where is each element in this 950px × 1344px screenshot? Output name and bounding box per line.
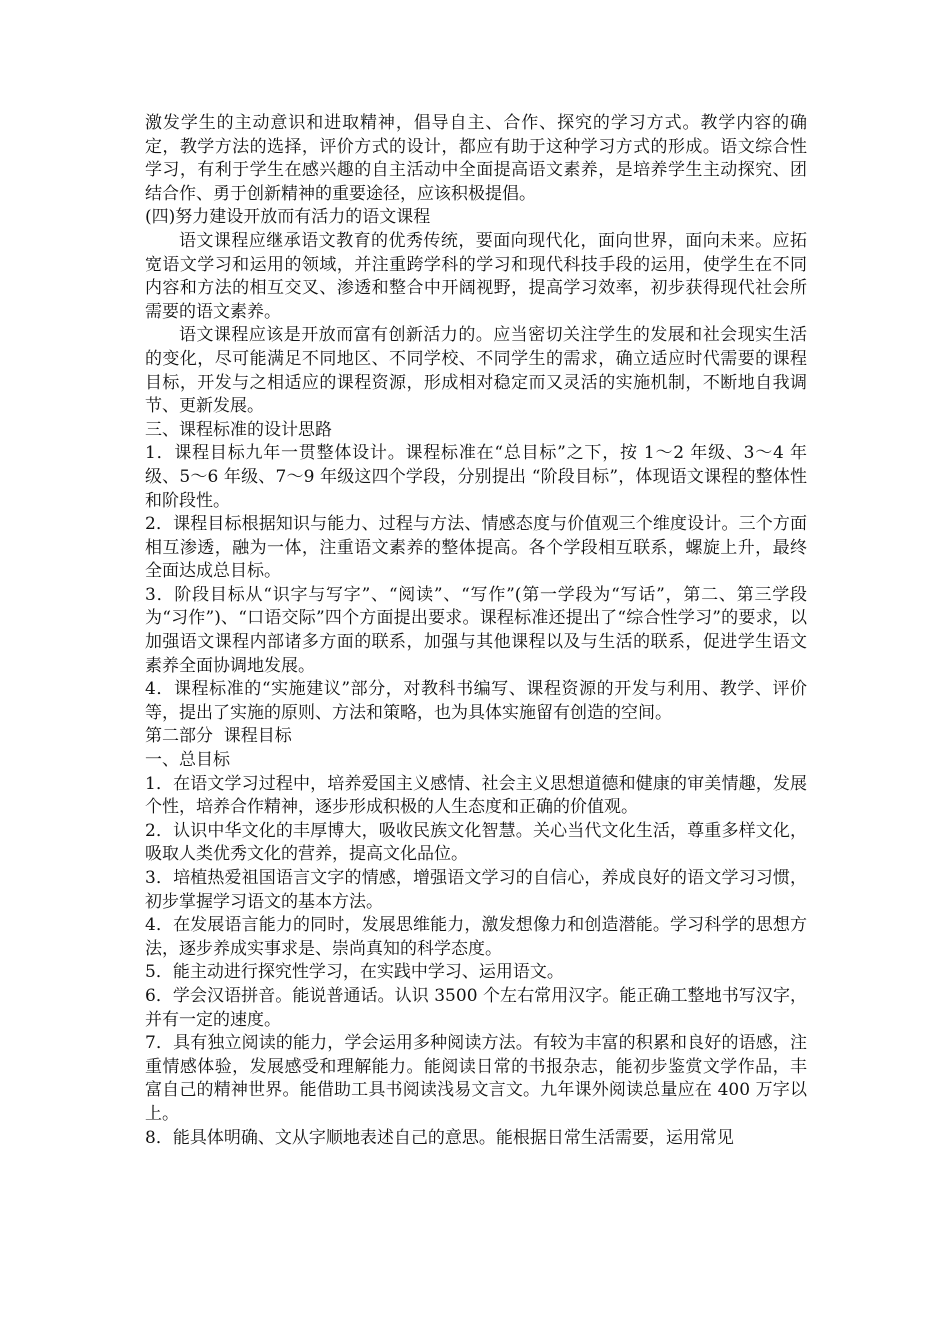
- list-item: 3．阶段目标从“识字与写字”、“阅读”、“写作”(第一学段为“写话”，第二、第三学段为“习作”)、“口语交际”四个方面提出要求。课程标准还提出了“综合性学习”的要求，以加强语文课程内部诸多方面的联系，加强与其他课程以及与生活的联系，促进学生语文素养全面协调地发展。: [145, 584, 807, 676]
- list-item: 6．学会汉语拼音。能说普通话。认识 3500 个左右常用汉字。能正确工整地书写汉字，并有一定的速度。: [145, 985, 807, 1030]
- list-item: 1．课程目标九年一贯整体设计。课程标准在“总目标”之下，按 1～2 年级、3～4 年级、5～6 年级、7～9 年级这四个学段，分别提出 “阶段目标”，体现语文课程的整体性和阶段性。: [145, 443, 807, 511]
- document-page: [145, 112, 807, 1150]
- paragraph: 语文课程应该是开放而富有创新活力的。应当密切关注学生的发展和社会现实生活的变化，尽可能满足不同地区、不同学校、不同学生的需求，确立适应时代需要的课程目标，开发与之相适应的课程资源，形成相对稳定而又灵活的实施机制，不断地自我调节、更新发展。: [145, 325, 807, 417]
- section-heading: 一、总目标: [145, 750, 230, 771]
- list-item: 7．具有独立阅读的能力，学会运用多种阅读方法。有较为丰富的积累和良好的语感，注重情感体验，发展感受和理解能力。能阅读日常的书报杂志，能初步鉴赏文学作品，丰富自己的精神世界。能借助工具书阅读浅易文言文。九年课外阅读总量应在 400 万字以上。: [145, 1033, 807, 1124]
- list-item: 2．课程目标根据知识与能力、过程与方法、情感态度与价值观三个维度设计。三个方面相互渗透，融为一体，注重语文素养的整体提高。各个学段相互联系，螺旋上升，最终全面达成总目标。: [145, 514, 807, 582]
- list-item: 4．课程标准的“实施建议”部分，对教科书编写、课程资源的开发与利用、教学、评价等，提出了实施的原则、方法和策略，也为具体实施留有创造的空间。: [145, 679, 807, 723]
- list-item: 1．在语文学习过程中，培养爱国主义感情、社会主义思想道德和健康的审美情趣，发展个性，培养合作精神，逐步形成积极的人生态度和正确的价值观。: [145, 773, 807, 818]
- list-item: 8．能具体明确、文从字顺地表述自己的意思。能根据日常生活需要，运用常见: [145, 1127, 734, 1148]
- paragraph: 语文课程应继承语文教育的优秀传统，要面向现代化，面向世界，面向未来。应拓宽语文学习和运用的领域，并注重跨学科的学习和现代科技手段的运用，使学生在不同内容和方法的相互交叉、渗透和整合中开阔视野，提高学习效率，初步获得现代社会所需要的语文素养。: [145, 230, 807, 322]
- list-item: 4．在发展语言能力的同时，发展思维能力，激发想像力和创造潜能。学习科学的思想方法，逐步养成实事求是、崇尚真知的科学态度。: [145, 915, 807, 959]
- section-heading: (四)努力建设开放而有活力的语文课程: [145, 207, 431, 228]
- list-item: 5．能主动进行探究性学习，在实践中学习、运用语文。: [145, 962, 564, 983]
- section-heading: 三、课程标准的设计思路: [145, 419, 332, 440]
- list-item: 3．培植热爱祖国语言文字的情感，增强语文学习的自信心，养成良好的语文学习习惯，初步掌握学习语文的基本方法。: [145, 868, 807, 912]
- list-item: 2．认识中华文化的丰厚博大，吸收民族文化智慧。关心当代文化生活，尊重多样文化，吸取人类优秀文化的营养，提高文化品位。: [145, 820, 807, 865]
- part-heading: 第二部分 课程目标: [145, 726, 292, 747]
- paragraph: 激发学生的主动意识和进取精神，倡导自主、合作、探究的学习方式。教学内容的确定，教学方法的选择，评价方式的设计，都应有助于这种学习方式的形成。语文综合性学习，有利于学生在感兴趣的自主活动中全面提高语文素养，是培养学生主动探究、团结合作、勇于创新精神的重要途径，应该积极提倡。: [145, 113, 807, 204]
